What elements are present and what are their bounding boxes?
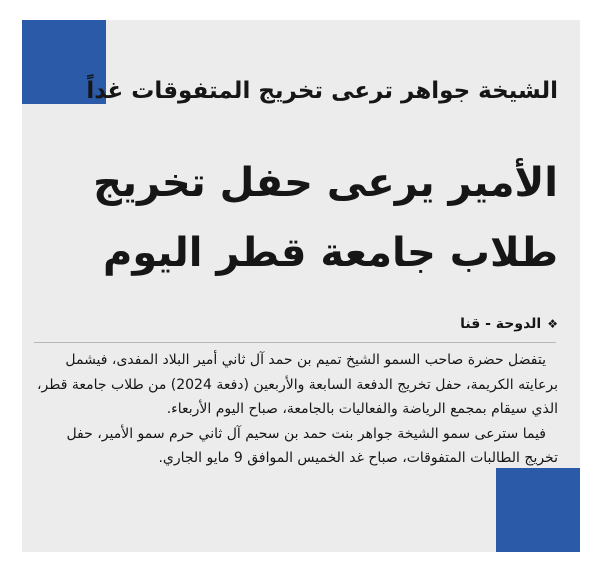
blue-corner-decoration-bottom <box>496 468 580 552</box>
article-dateline <box>460 316 558 332</box>
article-body <box>34 348 558 471</box>
dateline-location: الدوحة - قنا <box>460 316 542 332</box>
article-paragraph-2: فيما سترعى سمو الشيخة جواهر بنت حمد بن سحيم آل ثاني حرم سمو الأمير، حفل تخريج الطالبات المتفوقات، صباح غد الخميس الموافق 9 مايو الجاري. <box>66 425 558 466</box>
headline-divider <box>34 342 556 343</box>
diamond-bullet-icon: ❖ <box>547 317 558 331</box>
article-headline: الأمير يرعى حفل تخريج طلاب جامعة قطر اليوم <box>93 160 558 276</box>
article-subheadline: الشيخة جواهر ترعى تخريج المتفوقات غداً <box>86 78 558 104</box>
article-paragraph-1: يتفضل حضرة صاحب السمو الشيخ تميم بن حمد آل ثاني أمير البلاد المفدى، فيشمل برعايته الكريمة، حفل تخريج الدفعة السابعة والأربعين (دفعة 2024) من طلاب جامعة قطر، الذي سيقام بمجمع الرياضة والفعاليات بالجامعة، صباح اليوم الأربعاء. <box>37 352 558 417</box>
